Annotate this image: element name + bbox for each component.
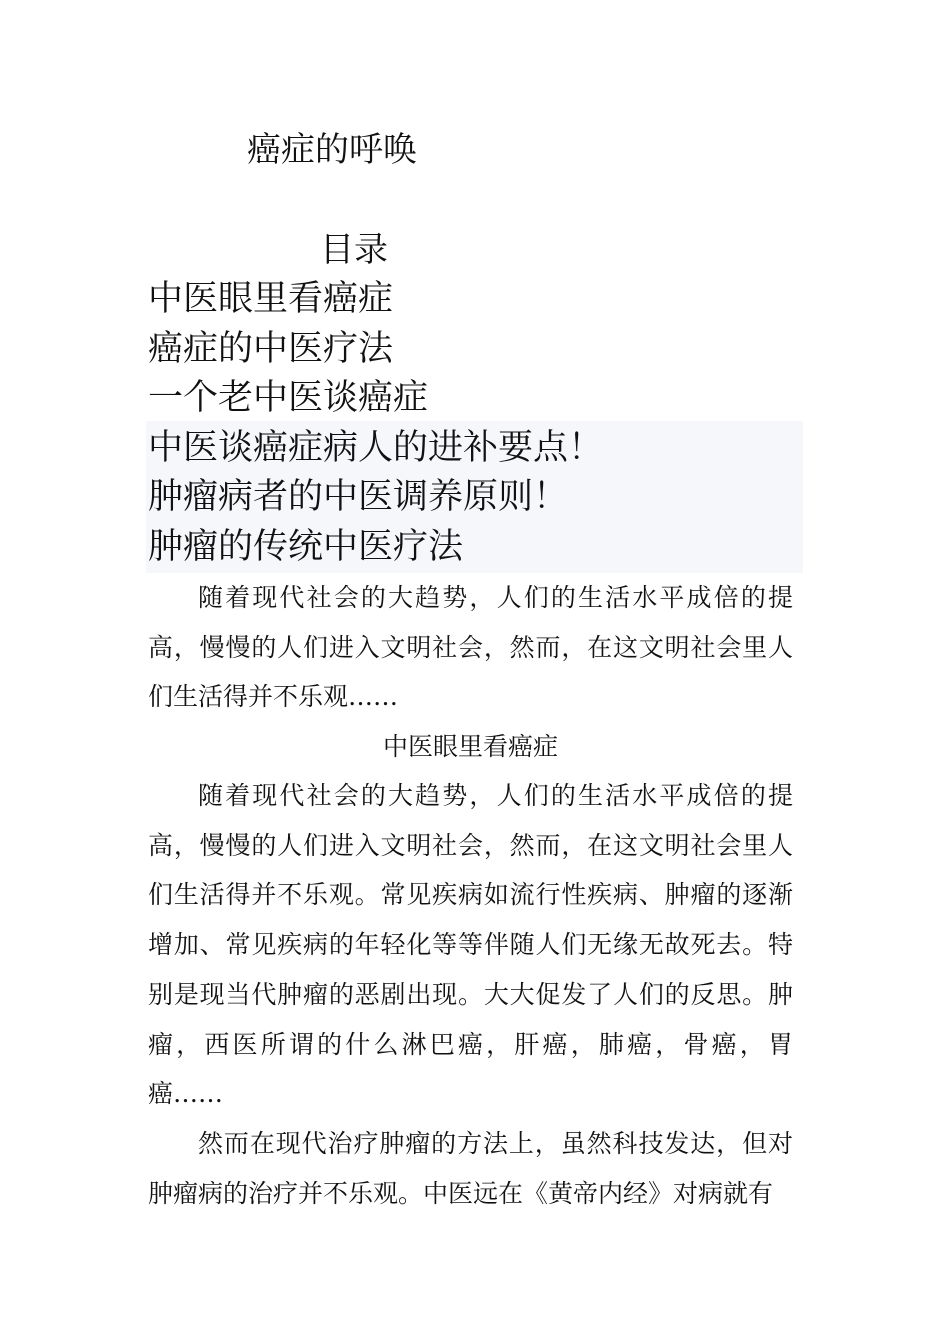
intro-paragraph: 随着现代社会的大趋势，人们的生活水平成倍的提高，慢慢的人们进入文明社会，然而，在这文明社会里人们生活得并不乐观…… xyxy=(148,583,793,712)
toc-item[interactable]: 肿瘤的传统中医疗法 xyxy=(148,526,464,567)
body-paragraph: 随着现代社会的大趋势，人们的生活水平成倍的提高，慢慢的人们进入文明社会，然而，在这文明社会里人们生活得并不乐观。常见疾病如流行性疾病、肿瘤的逐渐增加、常见疾病的年轻化等等伴随人们无缘无故死去。特别是现当代肿瘤的恶剧出现。大大促发了人们的反思。肿瘤，西医所谓的什么淋巴癌，肝癌，肺癌，骨癌，胃癌…… xyxy=(148,781,793,1109)
toc-item[interactable]: 中医眼里看癌症 xyxy=(148,279,394,319)
toc-item[interactable]: 肿瘤病者的中医调养原则！ xyxy=(148,477,569,518)
document-title: 癌症的呼唤 xyxy=(247,130,417,170)
toc-item[interactable]: 癌症的中医疗法 xyxy=(148,328,394,369)
table-of-contents xyxy=(148,275,603,573)
toc-item[interactable]: 中医谈癌症病人的进补要点！ xyxy=(148,427,604,468)
toc-item[interactable]: 一个老中医谈癌症 xyxy=(148,378,429,419)
toc-heading: 目录 xyxy=(320,230,388,270)
body-paragraph: 然而在现代治疗肿瘤的方法上，虽然科技发达，但对肿瘤病的治疗并不乐观。中医远在《黄帝内经》对病就有 xyxy=(148,1129,793,1208)
section-heading: 中医眼里看癌症 xyxy=(382,732,558,761)
